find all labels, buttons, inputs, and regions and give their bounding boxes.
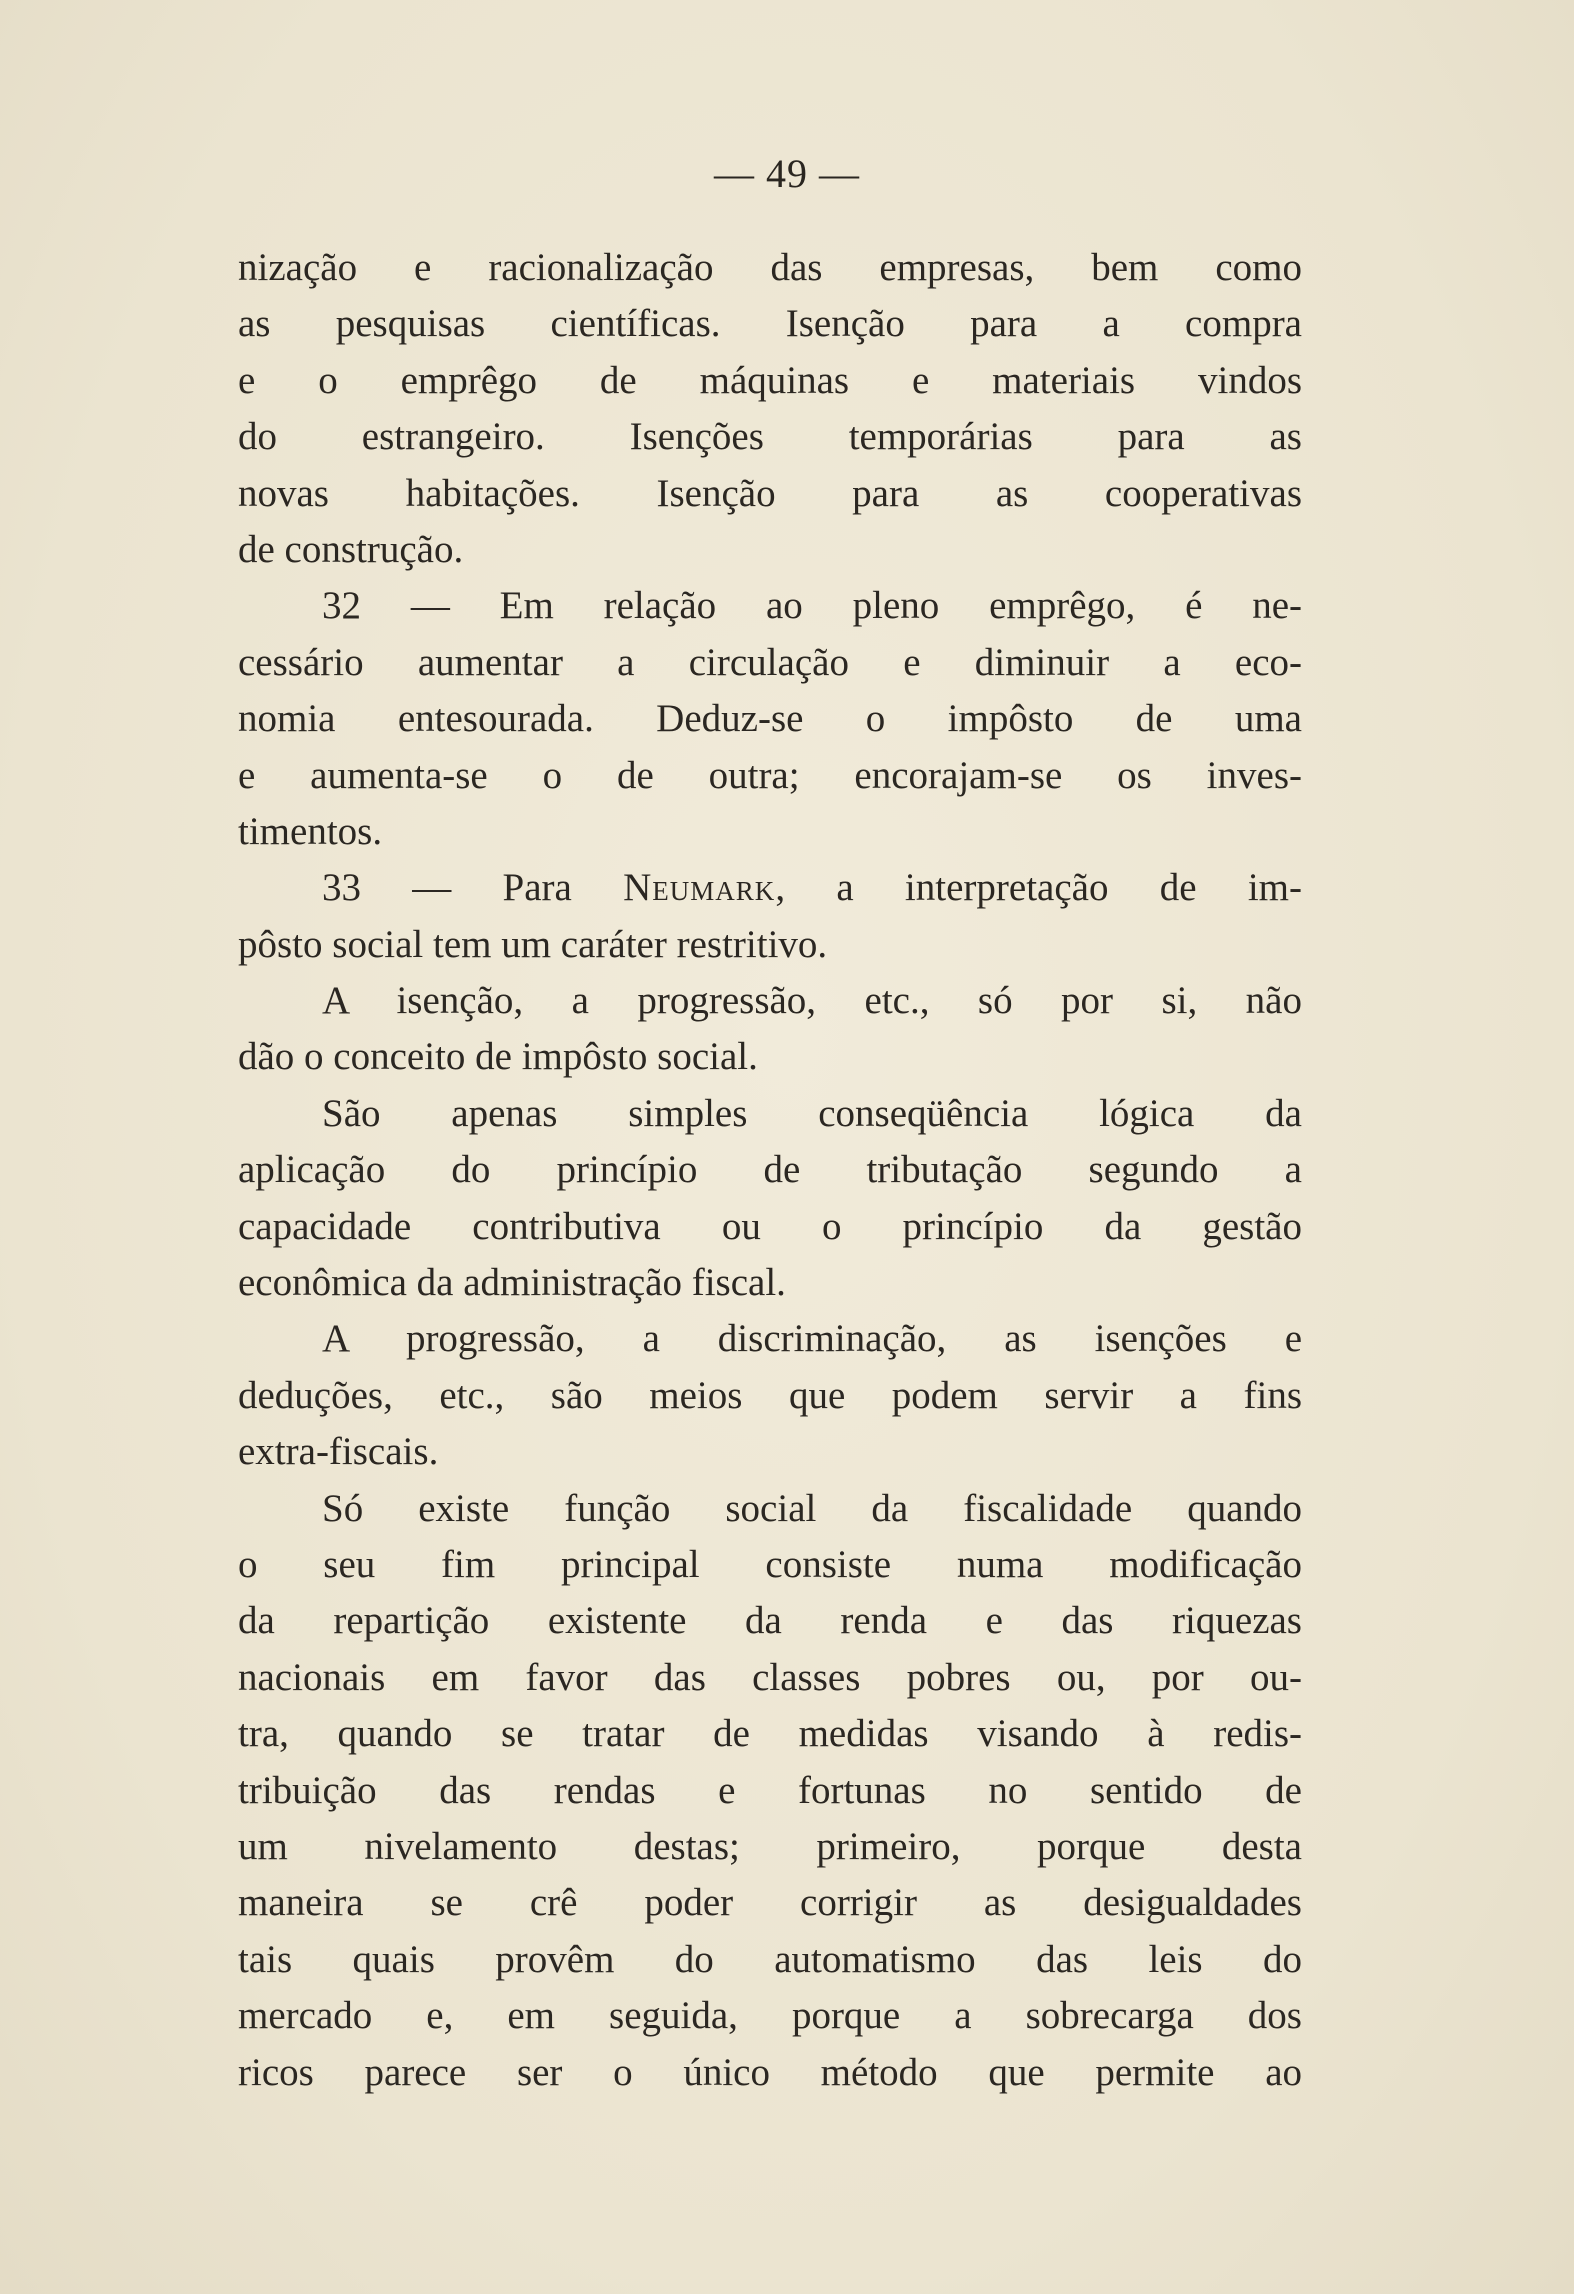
text-line: da repartição existente da renda e das riquezas (238, 1599, 1302, 1643)
text-line: dão o conceito de impôsto social. (238, 1035, 758, 1079)
text-line: de construção. (238, 527, 464, 571)
text-line: Só existe função social da fiscalidade quando (322, 1486, 1302, 1530)
text-line: pôsto social tem um caráter restritivo. (238, 922, 828, 966)
text-line: nização e racionalização das empresas, bem como (238, 246, 1302, 289)
text-line: capacidade contributiva ou o princípio da gestão (238, 1204, 1302, 1248)
text-line: extra-fiscais. (238, 1430, 439, 1474)
text-line: ricos parece ser o único método que permite ao (238, 2050, 1302, 2094)
text-line: cessário aumentar a circulação e diminuir a eco- (238, 640, 1302, 684)
text-line: 33 — Para Neumark, a interpretação de im- (322, 866, 1302, 910)
text-line: tais quais provêm do automatismo das leis do (238, 1937, 1302, 1981)
text-line: as pesquisas científicas. Isenção para a compra (238, 302, 1302, 346)
text-line: aplicação do princípio de tributação segundo a (238, 1148, 1302, 1192)
text-line: econômica da administração fiscal. (238, 1261, 786, 1305)
text-line: um nivelamento destas; primeiro, porque desta (238, 1824, 1302, 1868)
text-line: timentos. (238, 809, 383, 853)
text-line: mercado e, em seguida, porque a sobrecarga dos (238, 1994, 1302, 2038)
text-line: São apenas simples conseqüência lógica da (322, 1091, 1302, 1135)
text-line: tribuição das rendas e fortunas no sentido de (238, 1768, 1302, 1812)
text-line: deduções, etc., são meios que podem servir a fins (238, 1373, 1302, 1417)
text-line: e aumenta-se o de outra; encorajam-se os inves- (238, 753, 1302, 797)
text-line: nacionais em favor das classes pobres ou, por ou- (238, 1655, 1302, 1699)
page-number: — 49 — (714, 151, 860, 196)
text-line: maneira se crê poder corrigir as desigualdades (238, 1881, 1302, 1925)
author-name: Neumark (623, 866, 776, 910)
text-line: nomia entesourada. Deduz-se o impôsto de uma (238, 697, 1302, 741)
text-line: A isenção, a progressão, etc., só por si, não (322, 979, 1302, 1023)
text-line: e o emprêgo de máquinas e materiais vindos (238, 358, 1302, 402)
body-text (238, 240, 1302, 2101)
text-line: o seu fim principal consiste numa modificação (238, 1542, 1302, 1586)
text-line: A progressão, a discriminação, as isenções e (322, 1317, 1302, 1361)
text-line: 32 — Em relação ao pleno emprêgo, é ne- (322, 584, 1302, 628)
text-line: novas habitações. Isenção para as cooperativas (238, 471, 1302, 515)
text-line: tra, quando se tratar de medidas visando à redis- (238, 1712, 1302, 1756)
text-line: do estrangeiro. Isenções temporárias para as (238, 415, 1302, 459)
